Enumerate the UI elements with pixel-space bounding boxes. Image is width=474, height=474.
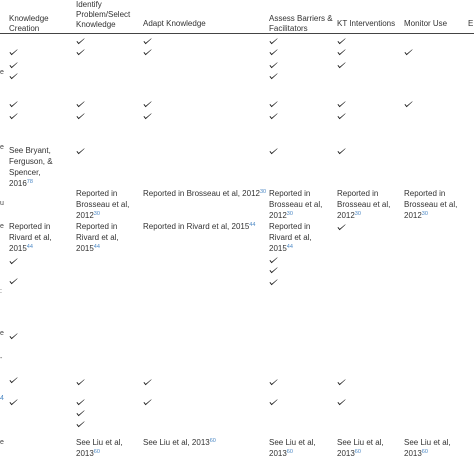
checkmark-icon bbox=[76, 101, 85, 108]
edge-fragment: e bbox=[0, 330, 4, 337]
checkmark-icon bbox=[9, 62, 18, 69]
edge-fragment: - bbox=[0, 355, 3, 362]
checkmark-icon bbox=[143, 49, 152, 56]
checkmark-icon bbox=[9, 333, 18, 340]
checkmark-icon bbox=[76, 148, 85, 155]
checkmark-icon bbox=[9, 49, 18, 56]
checkmark-icon bbox=[337, 113, 346, 120]
checkmark-icon bbox=[76, 113, 85, 120]
edge-fragment: e bbox=[0, 69, 4, 76]
edge-fragment: u bbox=[0, 200, 4, 207]
checkmark-icon bbox=[269, 62, 278, 69]
checkmark-icon bbox=[269, 38, 278, 45]
checkmark-icon bbox=[269, 379, 278, 386]
checkmark-icon bbox=[269, 399, 278, 406]
checkmark-icon bbox=[404, 101, 413, 108]
cell-ab-liu: See Liu et al, 2013$^{60}$ bbox=[269, 438, 316, 458]
header-kt-interventions: KT Interventions bbox=[337, 19, 396, 28]
checkmark-icon bbox=[76, 399, 85, 406]
checkmark-icon bbox=[337, 148, 346, 155]
checkmark-icon bbox=[337, 399, 346, 406]
checkmark-icon bbox=[337, 62, 346, 69]
cell-ip-brosseau: Reported in Brosseau et al, 2012$^{30}$ bbox=[76, 189, 130, 220]
checkmark-icon bbox=[9, 113, 18, 120]
checkmark-icon bbox=[337, 224, 346, 231]
checkmark-icon bbox=[269, 148, 278, 155]
header-knowledge-creation: Knowledge Creation bbox=[9, 14, 49, 33]
cell-mu-brosseau: Reported in Brosseau et al, 2012$^{30}$ bbox=[404, 189, 458, 220]
cell-ab-brosseau: Reported in Brosseau et al, 2012$^{30}$ bbox=[269, 189, 323, 220]
header-identify-problem: Identify Problem/Select Knowledge bbox=[76, 0, 131, 29]
edge-fragment: 4 bbox=[0, 395, 4, 402]
checkmark-icon bbox=[269, 113, 278, 120]
checkmark-icon bbox=[76, 38, 85, 45]
checkmark-icon bbox=[269, 101, 278, 108]
checkmark-icon bbox=[337, 38, 346, 45]
checkmark-icon bbox=[76, 379, 85, 386]
checkmark-icon bbox=[143, 379, 152, 386]
cell-ak-brosseau: Reported in Brosseau et al, 2012$^{30}$ bbox=[143, 189, 267, 198]
checkmark-icon bbox=[76, 421, 85, 428]
cell-ak-liu: See Liu et al, 2013$^{60}$ bbox=[143, 438, 216, 447]
checkmark-icon bbox=[269, 267, 278, 274]
checkmark-icon bbox=[337, 49, 346, 56]
cell-ip-liu: See Liu et al, 2013$^{60}$ bbox=[76, 438, 123, 458]
checkmark-icon bbox=[269, 73, 278, 80]
checkmark-icon bbox=[9, 73, 18, 80]
edge-fragment: e bbox=[0, 439, 4, 446]
checkmark-icon bbox=[337, 101, 346, 108]
cell-ab-rivard: Reported in Rivard et al, 2015$^{44}$ bbox=[269, 222, 312, 253]
checkmark-icon bbox=[269, 257, 278, 264]
cell-kt-brosseau: Reported in Brosseau et al, 2012$^{30}$ bbox=[337, 189, 391, 220]
edge-fragment: : bbox=[0, 288, 2, 295]
checkmark-icon bbox=[9, 377, 18, 384]
checkmark-icon bbox=[404, 49, 413, 56]
cell-mu-liu: See Liu et al, 2013$^{60}$ bbox=[404, 438, 451, 458]
header-rule bbox=[0, 33, 474, 34]
cell-kt-liu: See Liu et al, 2013$^{60}$ bbox=[337, 438, 384, 458]
checkmark-icon bbox=[143, 113, 152, 120]
checkmark-icon bbox=[337, 379, 346, 386]
checkmark-icon bbox=[76, 49, 85, 56]
header-evaluate: E bbox=[468, 19, 474, 28]
edge-fragment: e bbox=[0, 144, 4, 151]
cell-kc-bryant: See Bryant, Ferguson, & Spencer, 2016$^{78}$ bbox=[9, 146, 53, 188]
checkmark-icon bbox=[9, 258, 18, 265]
checkmark-icon bbox=[143, 38, 152, 45]
checkmark-icon bbox=[143, 101, 152, 108]
header-monitor-use: Monitor Use bbox=[404, 19, 448, 28]
edge-fragment: e bbox=[0, 223, 4, 230]
checkmark-icon bbox=[143, 399, 152, 406]
checkmark-icon bbox=[269, 49, 278, 56]
checkmark-icon bbox=[269, 279, 278, 286]
checkmark-icon bbox=[9, 278, 18, 285]
checkmark-icon bbox=[9, 101, 18, 108]
cell-ip-rivard: Reported in Rivard et al, 2015$^{44}$ bbox=[76, 222, 119, 253]
header-adapt-knowledge: Adapt Knowledge bbox=[143, 19, 206, 28]
cell-ak-rivard: Reported in Rivard et al, 2015$^{44}$ bbox=[143, 222, 256, 231]
checkmark-icon bbox=[76, 410, 85, 417]
header-assess-barriers: Assess Barriers & Facilitators bbox=[269, 14, 333, 33]
cell-kc-rivard: Reported in Rivard et al, 2015$^{44}$ bbox=[9, 222, 52, 253]
checkmark-icon bbox=[9, 399, 18, 406]
